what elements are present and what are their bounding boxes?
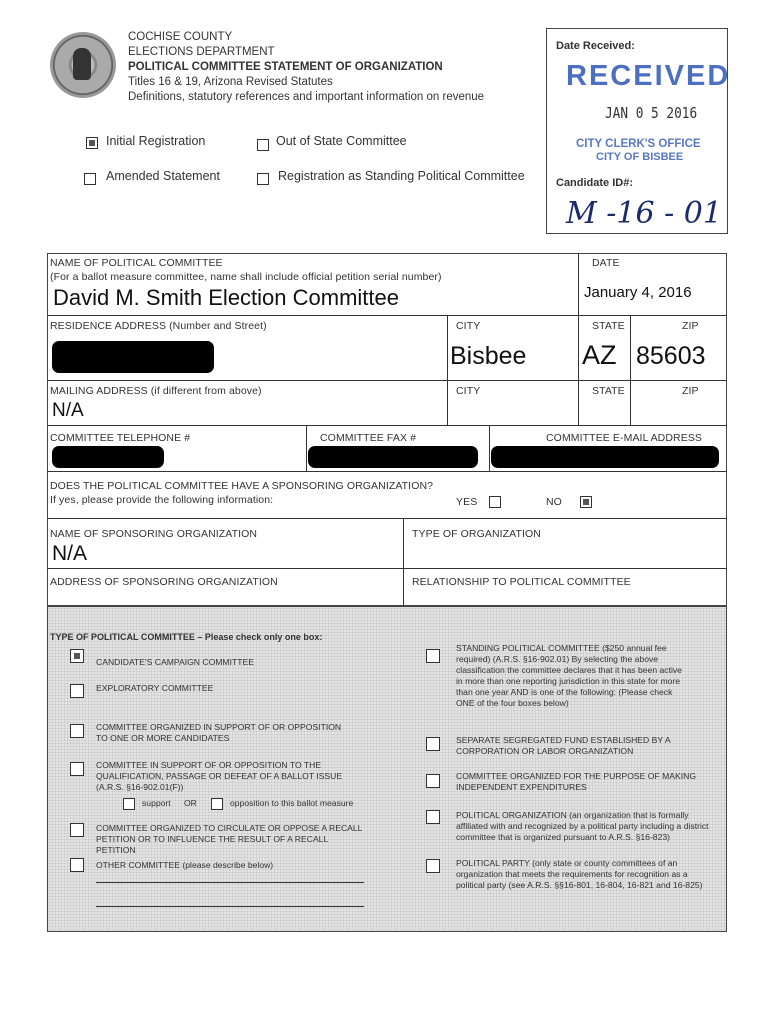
segregated-fund-checkbox[interactable] — [426, 737, 440, 751]
candidate-campaign-label: CANDIDATE'S CAMPAIGN COMMITTEE — [96, 657, 254, 667]
ballot-oppose-label: opposition to this ballot measure — [230, 798, 354, 808]
sponsor-yes-checkbox[interactable] — [489, 496, 501, 508]
sponsor-no-checkbox[interactable] — [580, 496, 592, 508]
segregated-fund-label: SEPARATE SEGREGATED FUND ESTABLISHED BY A CORPORATION OR LABOR ORGANIZATION — [456, 735, 671, 756]
other-description-line-1[interactable] — [96, 882, 364, 883]
sponsor-name-field[interactable]: N/A — [52, 542, 88, 565]
ballot-or-label: OR — [184, 798, 197, 808]
date-field[interactable]: January 4, 2016 — [584, 284, 692, 301]
recall-petition-label: COMMITTEE ORGANIZED TO CIRCULATE OR OPPOSE A RECALL PETITION OR TO INFLUENCE THE RESULT OF A RECALL PETITION — [96, 823, 363, 855]
zip-label: ZIP — [682, 320, 699, 332]
sponsor-question: DOES THE POLITICAL COMMITTEE HAVE A SPONSORING ORGANIZATION? — [50, 480, 434, 492]
city-field[interactable]: Bisbee — [450, 342, 527, 370]
out-of-state-checkbox[interactable] — [257, 139, 269, 151]
candidate-id-value: M -16 - 01 — [566, 196, 722, 231]
candidate-support-checkbox[interactable] — [70, 724, 84, 738]
stamp-office-line-1: CITY CLERK'S OFFICE — [576, 138, 701, 150]
independent-expenditures-label: COMMITTEE ORGANIZED FOR THE PURPOSE OF MAKING INDEPENDENT EXPENDITURES — [456, 771, 697, 792]
other-description-line-2[interactable] — [96, 906, 364, 907]
email-label: COMMITTEE E-MAIL ADDRESS — [546, 432, 703, 444]
ballot-oppose-checkbox[interactable] — [211, 798, 223, 810]
sponsor-name-label: NAME OF SPONSORING ORGANIZATION — [50, 528, 258, 540]
date-label: DATE — [592, 257, 620, 269]
mailing-address-field[interactable]: N/A — [52, 400, 84, 421]
relationship-label: RELATIONSHIP TO POLITICAL COMMITTEE — [412, 576, 631, 588]
residence-address-label: RESIDENCE ADDRESS (Number and Street) — [50, 320, 267, 332]
ballot-issue-checkbox[interactable] — [70, 762, 84, 776]
seal-figure — [73, 48, 91, 80]
amended-statement-checkbox[interactable] — [84, 173, 96, 185]
telephone-redaction — [52, 446, 164, 468]
initial-registration-label: Initial Registration — [106, 134, 206, 148]
ballot-support-checkbox[interactable] — [123, 798, 135, 810]
sponsor-address-label: ADDRESS OF SPONSORING ORGANIZATION — [50, 576, 278, 588]
county-name: COCHISE COUNTY — [128, 31, 233, 43]
organization-type-label: TYPE OF ORGANIZATION — [412, 528, 541, 540]
ballot-support-label: support — [142, 798, 171, 808]
department-name: ELECTIONS DEPARTMENT — [128, 46, 275, 58]
statutes-line: Titles 16 & 19, Arizona Revised Statutes — [128, 76, 333, 88]
mailing-zip-label: ZIP — [682, 385, 699, 397]
recall-petition-checkbox[interactable] — [70, 823, 84, 837]
received-stamp-word: RECEIVED — [566, 60, 731, 92]
fax-redaction — [308, 446, 478, 468]
other-committee-label: OTHER COMMITTEE (please describe below) — [96, 860, 274, 870]
received-stamp-date: JAN 0 5 2016 — [605, 104, 698, 122]
fax-label: COMMITTEE FAX # — [320, 432, 417, 444]
standing-registration-checkbox[interactable] — [257, 173, 269, 185]
date-received-label: Date Received: — [556, 40, 635, 52]
stamp-office-line-2: CITY OF BISBEE — [596, 151, 684, 163]
form-title: POLITICAL COMMITTEE STATEMENT OF ORGANIZATION — [128, 61, 443, 73]
political-organization-checkbox[interactable] — [426, 810, 440, 824]
sponsor-no-label: NO — [546, 496, 562, 508]
sponsor-yes-label: YES — [456, 496, 478, 508]
political-party-checkbox[interactable] — [426, 859, 440, 873]
residence-address-redaction — [52, 341, 214, 373]
other-committee-checkbox[interactable] — [70, 858, 84, 872]
definitions-line: Definitions, statutory references and important information on revenue — [128, 91, 485, 103]
political-party-label: POLITICAL PARTY (only state or county committees of an organization that meets the requirements for recognition as a political party (see A.R.S. §§16-801, 16-804, 16-821 and 16-825) — [456, 858, 703, 890]
city-label: CITY — [456, 320, 481, 332]
initial-registration-checkbox[interactable] — [86, 137, 98, 149]
standing-committee-checkbox[interactable] — [426, 649, 440, 663]
candidate-support-label: COMMITTEE ORGANIZED IN SUPPORT OF OR OPPOSITION TO ONE OR MORE CANDIDATES — [96, 722, 342, 743]
exploratory-label: EXPLORATORY COMMITTEE — [96, 683, 214, 693]
political-organization-label: POLITICAL ORGANIZATION (an organization that is formally affiliated with and recognized by a political party including a district committee that is organized pursuant to A.R.S. §16-823) — [456, 810, 709, 842]
sponsor-question-note: If yes, please provide the following information: — [50, 494, 274, 506]
amended-statement-label: Amended Statement — [106, 169, 220, 183]
committee-name-note: (For a ballot measure committee, name shall include official petition serial number) — [50, 271, 442, 283]
telephone-label: COMMITTEE TELEPHONE # — [50, 432, 191, 444]
candidate-id-label: Candidate ID#: — [556, 177, 634, 189]
standing-registration-label: Registration as Standing Political Committee — [278, 169, 525, 183]
header-block — [128, 30, 484, 105]
committee-type-heading: TYPE OF POLITICAL COMMITTEE – Please check only one box: — [50, 632, 323, 642]
state-label: STATE — [592, 320, 625, 332]
committee-name-field[interactable]: David M. Smith Election Committee — [53, 285, 399, 310]
exploratory-checkbox[interactable] — [70, 684, 84, 698]
standing-committee-label: STANDING POLITICAL COMMITTEE ($250 annual fee required) (A.R.S. §16-902.01) By selecting the above classification the committee declares that it has been active in more than one reporting jurisdiction in this state for more than one year AND is one of the following: (Please check ONE of the four boxes below) — [456, 643, 682, 708]
committee-name-label: NAME OF POLITICAL COMMITTEE — [50, 257, 223, 269]
zip-field[interactable]: 85603 — [636, 342, 706, 370]
out-of-state-label: Out of State Committee — [276, 134, 407, 148]
email-redaction — [491, 446, 719, 468]
state-field[interactable]: AZ — [582, 340, 617, 370]
independent-expenditures-checkbox[interactable] — [426, 774, 440, 788]
ballot-issue-label: COMMITTEE IN SUPPORT OF OR OPPOSITION TO THE QUALIFICATION, PASSAGE OR DEFEAT OF A BALLOT ISSUE (A.R.S. §16-902.01(F)) — [96, 760, 343, 792]
mailing-address-label: MAILING ADDRESS (if different from above) — [50, 385, 262, 397]
mailing-city-label: CITY — [456, 385, 481, 397]
candidate-campaign-checkbox[interactable] — [70, 649, 84, 663]
mailing-state-label: STATE — [592, 385, 625, 397]
